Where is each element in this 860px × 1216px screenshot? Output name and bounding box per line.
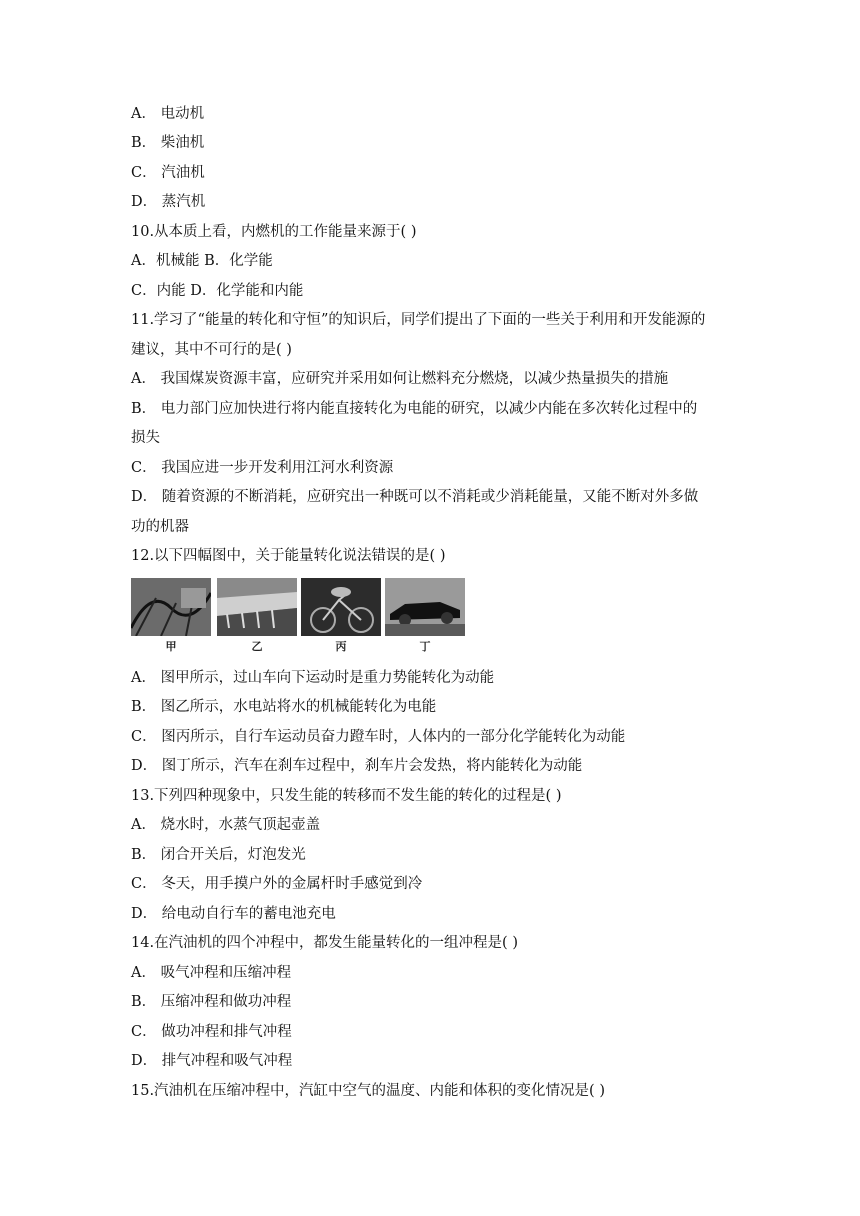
question-14: 14.在汽油机的四个冲程中，都发生能量转化的一组冲程是( ) — [131, 935, 518, 951]
q11-option-a: A． 我国煤炭资源丰富，应研究并采用如何让燃料充分燃烧，以减少热量损失的措施 — [131, 371, 669, 387]
q14-option-b: B． 压缩冲程和做功冲程 — [131, 994, 292, 1010]
question-10: 10.从本质上看，内燃机的工作能量来源于( ) — [131, 224, 417, 240]
q14-option-a: A． 吸气冲程和压缩冲程 — [131, 965, 292, 981]
q13-option-a: A． 烧水时，水蒸气顶起壶盖 — [131, 817, 321, 833]
q12-option-a: A． 图甲所示，过山车向下运动时是重力势能转化为动能 — [131, 670, 495, 686]
q12-option-b: B． 图乙所示，水电站将水的机械能转化为电能 — [131, 699, 437, 715]
q10-options-ab: A．机械能 B．化学能 — [131, 253, 273, 269]
question-12: 12.以下四幅图中，关于能量转化说法错误的是( ) — [131, 548, 446, 564]
q13-option-c: C． 冬天，用手摸户外的金属杆时手感觉到冷 — [131, 876, 423, 892]
figure-caption-ding: 丁 — [419, 640, 431, 653]
figure-hydropower-dam — [217, 578, 297, 636]
question-15: 15.汽油机在压缩冲程中，汽缸中空气的温度、内能和体积的变化情况是( ) — [131, 1083, 605, 1099]
question-13: 13.下列四种现象中，只发生能的转移而不发生能的转化的过程是( ) — [131, 788, 562, 804]
q9-option-a: A． 电动机 — [131, 106, 205, 122]
figure-strip — [131, 578, 466, 654]
q11-option-c: C． 我国应进一步开发利用江河水利资源 — [131, 460, 394, 476]
q13-option-d: D． 给电动自行车的蓄电池充电 — [131, 906, 336, 922]
q9-option-d: D． 蒸汽机 — [131, 194, 206, 210]
figure-roller-coaster — [131, 578, 211, 636]
q14-option-d: D． 排气冲程和吸气冲程 — [131, 1053, 293, 1069]
q11-option-b-line2: 损失 — [131, 430, 160, 446]
q13-option-b: B． 闭合开关后，灯泡发光 — [131, 847, 306, 863]
q9-option-b: B． 柴油机 — [131, 135, 205, 151]
figure-caption-yi: 乙 — [251, 640, 263, 653]
question-11-line2: 建议，其中不可行的是( ) — [131, 342, 292, 358]
q10-options-cd: C．内能 D．化学能和内能 — [131, 283, 304, 299]
q11-option-b-line1: B． 电力部门应加快进行将内能直接转化为电能的研究，以减少内能在多次转化过程中的 — [131, 401, 698, 417]
figure-cyclist — [301, 578, 381, 636]
q12-option-c: C． 图丙所示，自行车运动员奋力蹬车时，人体内的一部分化学能转化为动能 — [131, 729, 626, 745]
q14-option-c: C． 做功冲程和排气冲程 — [131, 1024, 292, 1040]
q9-option-c: C． 汽油机 — [131, 165, 205, 181]
figure-caption-bing: 丙 — [335, 640, 347, 653]
question-11-line1: 11.学习了“能量的转化和守恒”的知识后，同学们提出了下面的一些关于利用和开发能源的 — [131, 312, 706, 328]
q11-option-d-line1: D． 随着资源的不断消耗，应研究出一种既可以不消耗或少消耗能量，又能不断对外多做 — [131, 489, 699, 505]
q11-option-d-line2: 功的机器 — [131, 519, 189, 535]
figure-race-car — [385, 578, 465, 636]
q12-option-d: D． 图丁所示，汽车在刹车过程中，刹车片会发热，将内能转化为动能 — [131, 758, 583, 774]
figure-caption-jia: 甲 — [165, 640, 177, 653]
